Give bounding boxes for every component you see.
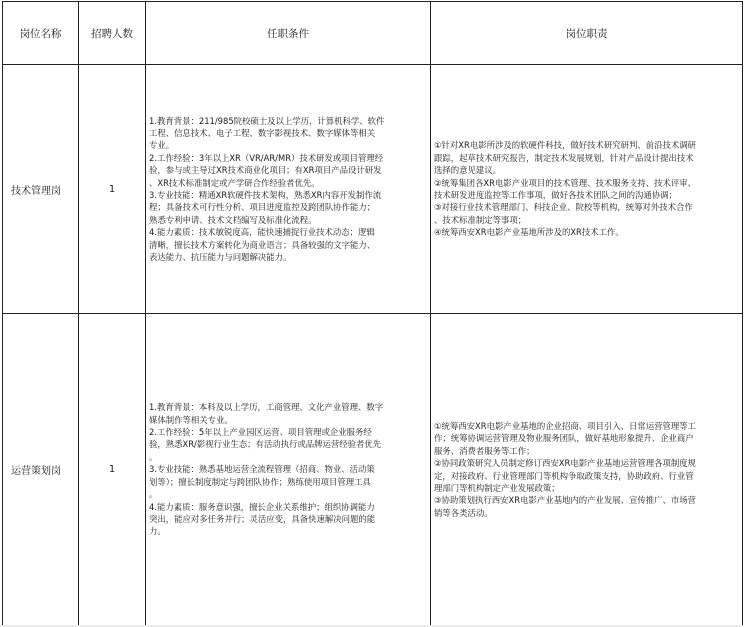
requirement-line: 力。 — [149, 526, 166, 537]
requirement-line: 4.能力素质：技术敏锐度高，能快速捕捉行业技术动态；逻辑 — [149, 227, 375, 238]
duties-cell — [431, 314, 743, 626]
requirement-line: 划等）；擅长制度制定与跨团队协作；熟练使用项目管理工具 — [149, 476, 371, 487]
requirements-cell — [146, 314, 431, 626]
requirement-line: 表达能力、抗压能力与问题解决能力。 — [149, 252, 292, 263]
requirement-line: 1.教育背景：本科及以上学历，工商管理、文化产业管理、数字 — [149, 402, 384, 413]
duty-line: 跟踪，起草技术研究报告，制定技术发展规划，针对产品设计提出技术 — [434, 152, 694, 163]
duty-line: 定，对接政府、行业管理部门等机构争取政策支持，协助政府、行业管 — [434, 470, 694, 481]
duty-line: ③协助策划执行西安XR电影产业基地内的产业发展、宣传推广、市场营 — [434, 495, 696, 506]
duty-line: ①统筹西安XR电影产业基地的企业招商、项目引入、日常运营管理等工 — [434, 420, 696, 431]
duties-text — [431, 420, 742, 519]
header-position: 岗位名称 — [3, 2, 79, 65]
requirements-cell — [146, 65, 431, 314]
requirements-text — [146, 401, 430, 537]
duty-line: 服务、消费者服务等工作； — [434, 445, 535, 456]
table-row — [3, 314, 743, 626]
hire-count: 1 — [79, 314, 146, 626]
requirement-line: 3.专业技能：熟悉基地运营全流程管理（招商、物业、活动策 — [149, 464, 375, 475]
header-duties: 岗位职责 — [431, 2, 743, 65]
duty-line: ②统筹集团各XR电影产业项目的技术管理、技术服务支持、技术评审、 — [434, 177, 696, 188]
recruitment-table — [2, 1, 743, 626]
header-requirements: 任职条件 — [146, 2, 431, 65]
duty-line: 技术研发进度监控等工作事项，做好各技术团队之间的沟通协调； — [434, 190, 677, 200]
requirement-line: 清晰，擅长技术方案转化为商业语言；具备较强的文字能力、 — [149, 239, 376, 250]
requirement-line: 3.专业技能：精通XR软硬件技术架构，熟悉XR内容开发制作流 — [149, 190, 382, 200]
requirement-line: 工程、信息技术、电子工程、数字影视技术、数字媒体等相关 — [149, 127, 376, 138]
requirement-line: 媒体制作等相关专业。 — [149, 414, 233, 425]
duties-cell — [431, 65, 743, 314]
table-row — [3, 65, 743, 314]
duty-line: ③对接行业技术管理部门、科技企业、院校等机构，统筹对外技术合作 — [434, 202, 693, 213]
duties-text — [431, 139, 742, 238]
requirement-line: 。 — [149, 489, 158, 500]
duty-line: 作；统筹协调运营管理及物业服务团队，做好基地形象提升、企业商户 — [434, 433, 694, 444]
requirement-line: 2.工作经验：3年以上XR（VR/AR/MR）技术研发或项目管理经 — [149, 152, 384, 163]
hire-count: 1 — [79, 65, 146, 314]
requirement-line: 突出，能应对多任务并行；灵活应变，具备快速解决问题的能 — [149, 513, 376, 524]
requirement-line: 验，参与或主导过XR技术商业化项目；有XR项目产品设计研发 — [149, 165, 382, 176]
requirement-line: 。 — [149, 451, 158, 462]
requirement-line: 1.教育背景：211/985院校硕士及以上学历，计算机科学、软件 — [149, 115, 385, 126]
duty-line: 、技术标准制定等事项； — [434, 214, 527, 225]
requirement-line: 专业。 — [149, 140, 175, 151]
duty-line: 选择的意见建议。 — [434, 165, 501, 176]
requirement-line: 熟悉专利申请、技术文档编写及标准化流程。 — [149, 214, 317, 225]
position-name: 技术管理岗 — [3, 65, 79, 314]
position-name: 运营策划岗 — [3, 314, 79, 626]
duty-line: ②协同政策研究人员制定修订西安XR电影产业基地运营管理各项制度规 — [434, 458, 696, 469]
duty-line: 理部门等机构制定产业发展政策； — [434, 482, 560, 493]
requirement-line: 程；具备技术可行性分析、项目进度监控及跨团队协作能力； — [149, 202, 376, 213]
header-count: 招聘人数 — [79, 2, 146, 65]
requirement-line: 验，熟悉XR/影视行业生态；有活动执行或品牌运营经验者优先 — [149, 439, 382, 450]
duty-line: 销等各类活动。 — [434, 507, 493, 518]
requirement-line: 2.工作经验：5年以上产业园区运营、项目管理或企业服务经 — [149, 427, 372, 438]
duty-line: ④统筹西安XR电影产业基地所涉及的XR技术工作。 — [434, 227, 624, 238]
requirement-line: 4.能力素质：服务意识强，擅长企业关系维护；组织协调能力 — [149, 501, 375, 512]
requirement-line: 、XR技术标准制定或产学研合作经验者优先。 — [149, 177, 320, 188]
duty-line: ①针对XR电影所涉及的软硬件科技，做好技术研究研判、前沿技术调研 — [434, 140, 696, 151]
header-row — [3, 2, 743, 65]
requirements-text — [146, 115, 430, 264]
